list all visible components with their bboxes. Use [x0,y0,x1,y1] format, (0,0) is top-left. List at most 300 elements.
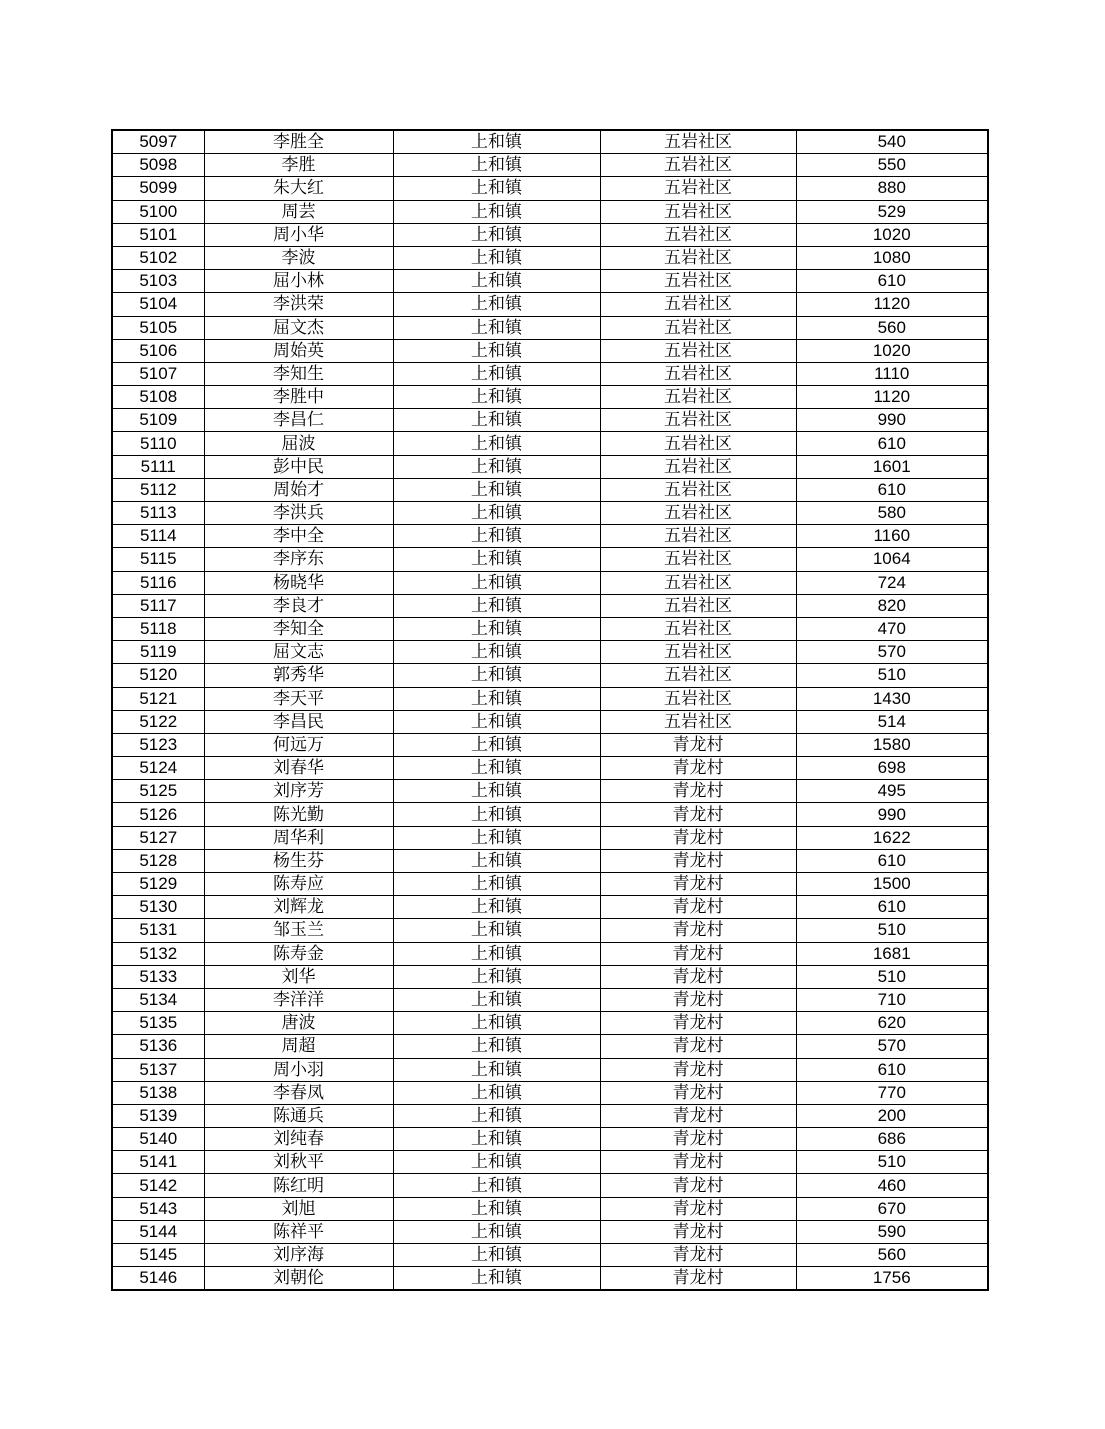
town-cell: 上和镇 [393,1244,600,1267]
town-cell: 上和镇 [393,432,600,455]
village-cell: 青龙村 [600,733,796,756]
table-row [112,1104,988,1127]
table-row [112,1267,988,1291]
table-row [112,617,988,640]
table-row [112,1128,988,1151]
amount-cell: 610 [796,270,988,293]
row-id-cell: 5099 [112,177,204,200]
table-row [112,478,988,501]
town-cell: 上和镇 [393,339,600,362]
table-row [112,1174,988,1197]
row-id-cell: 5111 [112,455,204,478]
village-cell: 青龙村 [600,1104,796,1127]
name-cell: 李序东 [204,548,393,571]
name-cell: 朱大红 [204,177,393,200]
name-cell: 杨生芬 [204,849,393,872]
row-id-cell: 5100 [112,200,204,223]
amount-cell: 590 [796,1220,988,1243]
row-id-cell: 5143 [112,1197,204,1220]
table-row [112,1220,988,1243]
village-cell: 五岩社区 [600,710,796,733]
table-row [112,965,988,988]
town-cell: 上和镇 [393,571,600,594]
row-id-cell: 5107 [112,362,204,385]
table-row [112,432,988,455]
row-id-cell: 5136 [112,1035,204,1058]
table-row [112,386,988,409]
name-cell: 周华利 [204,826,393,849]
amount-cell: 540 [796,130,988,154]
village-cell: 青龙村 [600,965,796,988]
name-cell: 陈红明 [204,1174,393,1197]
name-cell: 屈文杰 [204,316,393,339]
village-cell: 五岩社区 [600,223,796,246]
name-cell: 李洪荣 [204,293,393,316]
amount-cell: 510 [796,919,988,942]
row-id-cell: 5106 [112,339,204,362]
row-id-cell: 5130 [112,896,204,919]
table-row [112,362,988,385]
row-id-cell: 5115 [112,548,204,571]
row-id-cell: 5134 [112,988,204,1011]
name-cell: 李昌仁 [204,409,393,432]
table-row [112,826,988,849]
amount-cell: 495 [796,780,988,803]
name-cell: 陈祥平 [204,1220,393,1243]
amount-cell: 990 [796,409,988,432]
amount-cell: 1020 [796,339,988,362]
name-cell: 周小华 [204,223,393,246]
name-cell: 刘春华 [204,757,393,780]
village-cell: 青龙村 [600,803,796,826]
village-cell: 五岩社区 [600,432,796,455]
amount-cell: 1120 [796,293,988,316]
table-row [112,733,988,756]
name-cell: 邹玉兰 [204,919,393,942]
row-id-cell: 5135 [112,1012,204,1035]
amount-cell: 880 [796,177,988,200]
town-cell: 上和镇 [393,270,600,293]
row-id-cell: 5125 [112,780,204,803]
amount-cell: 460 [796,1174,988,1197]
name-cell: 刘旭 [204,1197,393,1220]
town-cell: 上和镇 [393,1035,600,1058]
amount-cell: 1430 [796,687,988,710]
name-cell: 陈寿应 [204,873,393,896]
town-cell: 上和镇 [393,362,600,385]
town-cell: 上和镇 [393,733,600,756]
table-row [112,455,988,478]
amount-cell: 200 [796,1104,988,1127]
name-cell: 刘辉龙 [204,896,393,919]
town-cell: 上和镇 [393,1267,600,1291]
row-id-cell: 5117 [112,594,204,617]
town-cell: 上和镇 [393,455,600,478]
village-cell: 五岩社区 [600,200,796,223]
name-cell: 周始英 [204,339,393,362]
table-row [112,780,988,803]
village-cell: 青龙村 [600,1128,796,1151]
table-row [112,1012,988,1035]
row-id-cell: 5116 [112,571,204,594]
village-cell: 五岩社区 [600,246,796,269]
village-cell: 青龙村 [600,1012,796,1035]
row-id-cell: 5127 [112,826,204,849]
village-cell: 五岩社区 [600,270,796,293]
table-row [112,154,988,177]
town-cell: 上和镇 [393,1128,600,1151]
amount-cell: 610 [796,478,988,501]
name-cell: 李洪兵 [204,502,393,525]
amount-cell: 580 [796,502,988,525]
amount-cell: 1120 [796,386,988,409]
town-cell: 上和镇 [393,130,600,154]
town-cell: 上和镇 [393,710,600,733]
table-row [112,1197,988,1220]
village-cell: 五岩社区 [600,478,796,501]
village-cell: 五岩社区 [600,571,796,594]
row-id-cell: 5118 [112,617,204,640]
village-cell: 五岩社区 [600,130,796,154]
village-cell: 青龙村 [600,1220,796,1243]
town-cell: 上和镇 [393,478,600,501]
row-id-cell: 5138 [112,1081,204,1104]
amount-cell: 510 [796,664,988,687]
table-row [112,1058,988,1081]
town-cell: 上和镇 [393,988,600,1011]
village-cell: 五岩社区 [600,386,796,409]
row-id-cell: 5146 [112,1267,204,1291]
village-cell: 五岩社区 [600,664,796,687]
name-cell: 李知生 [204,362,393,385]
amount-cell: 570 [796,1035,988,1058]
name-cell: 屈小林 [204,270,393,293]
amount-cell: 550 [796,154,988,177]
name-cell: 李知全 [204,617,393,640]
row-id-cell: 5119 [112,641,204,664]
row-id-cell: 5140 [112,1128,204,1151]
town-cell: 上和镇 [393,316,600,339]
table-body [112,130,988,1290]
town-cell: 上和镇 [393,1012,600,1035]
name-cell: 李波 [204,246,393,269]
name-cell: 李洋洋 [204,988,393,1011]
amount-cell: 529 [796,200,988,223]
town-cell: 上和镇 [393,548,600,571]
row-id-cell: 5103 [112,270,204,293]
amount-cell: 610 [796,896,988,919]
name-cell: 李春凤 [204,1081,393,1104]
village-cell: 五岩社区 [600,316,796,339]
town-cell: 上和镇 [393,409,600,432]
row-id-cell: 5104 [112,293,204,316]
table-row [112,757,988,780]
table-row [112,988,988,1011]
row-id-cell: 5097 [112,130,204,154]
village-cell: 青龙村 [600,896,796,919]
table-row [112,919,988,942]
amount-cell: 686 [796,1128,988,1151]
village-cell: 青龙村 [600,849,796,872]
town-cell: 上和镇 [393,502,600,525]
amount-cell: 710 [796,988,988,1011]
row-id-cell: 5141 [112,1151,204,1174]
amount-cell: 1601 [796,455,988,478]
name-cell: 李天平 [204,687,393,710]
village-cell: 青龙村 [600,1244,796,1267]
amount-cell: 1020 [796,223,988,246]
town-cell: 上和镇 [393,177,600,200]
town-cell: 上和镇 [393,594,600,617]
row-id-cell: 5102 [112,246,204,269]
table-row [112,803,988,826]
row-id-cell: 5126 [112,803,204,826]
row-id-cell: 5110 [112,432,204,455]
name-cell: 刘秋平 [204,1151,393,1174]
row-id-cell: 5139 [112,1104,204,1127]
table-row [112,942,988,965]
table-row [112,200,988,223]
row-id-cell: 5145 [112,1244,204,1267]
town-cell: 上和镇 [393,687,600,710]
village-cell: 五岩社区 [600,177,796,200]
row-id-cell: 5098 [112,154,204,177]
table-row [112,571,988,594]
table-row [112,873,988,896]
town-cell: 上和镇 [393,386,600,409]
name-cell: 屈波 [204,432,393,455]
name-cell: 屈文志 [204,641,393,664]
village-cell: 五岩社区 [600,594,796,617]
town-cell: 上和镇 [393,873,600,896]
name-cell: 周始才 [204,478,393,501]
town-cell: 上和镇 [393,246,600,269]
name-cell: 杨晓华 [204,571,393,594]
name-cell: 郭秀华 [204,664,393,687]
table-row [112,130,988,154]
row-id-cell: 5144 [112,1220,204,1243]
village-cell: 青龙村 [600,988,796,1011]
name-cell: 刘纯春 [204,1128,393,1151]
table-row [112,664,988,687]
table-row [112,710,988,733]
town-cell: 上和镇 [393,617,600,640]
row-id-cell: 5133 [112,965,204,988]
amount-cell: 1080 [796,246,988,269]
name-cell: 刘序海 [204,1244,393,1267]
table-row [112,502,988,525]
town-cell: 上和镇 [393,849,600,872]
amount-cell: 610 [796,1058,988,1081]
name-cell: 刘华 [204,965,393,988]
village-cell: 五岩社区 [600,641,796,664]
town-cell: 上和镇 [393,293,600,316]
village-cell: 青龙村 [600,1151,796,1174]
town-cell: 上和镇 [393,1104,600,1127]
table-row [112,525,988,548]
name-cell: 何远万 [204,733,393,756]
name-cell: 彭中民 [204,455,393,478]
table-row [112,1035,988,1058]
town-cell: 上和镇 [393,919,600,942]
town-cell: 上和镇 [393,1174,600,1197]
table-row [112,246,988,269]
name-cell: 陈通兵 [204,1104,393,1127]
row-id-cell: 5113 [112,502,204,525]
town-cell: 上和镇 [393,1197,600,1220]
amount-cell: 1622 [796,826,988,849]
town-cell: 上和镇 [393,1151,600,1174]
amount-cell: 620 [796,1012,988,1035]
village-cell: 五岩社区 [600,455,796,478]
town-cell: 上和镇 [393,965,600,988]
village-cell: 五岩社区 [600,293,796,316]
town-cell: 上和镇 [393,154,600,177]
name-cell: 周芸 [204,200,393,223]
table-row [112,339,988,362]
amount-cell: 698 [796,757,988,780]
table-row [112,641,988,664]
village-cell: 青龙村 [600,826,796,849]
village-cell: 五岩社区 [600,409,796,432]
row-id-cell: 5109 [112,409,204,432]
village-cell: 五岩社区 [600,154,796,177]
data-table [111,129,989,1291]
row-id-cell: 5131 [112,919,204,942]
village-cell: 青龙村 [600,1035,796,1058]
name-cell: 李昌民 [204,710,393,733]
town-cell: 上和镇 [393,664,600,687]
amount-cell: 724 [796,571,988,594]
name-cell: 李胜中 [204,386,393,409]
amount-cell: 570 [796,641,988,664]
row-id-cell: 5128 [112,849,204,872]
amount-cell: 510 [796,965,988,988]
town-cell: 上和镇 [393,942,600,965]
table-row [112,223,988,246]
village-cell: 五岩社区 [600,687,796,710]
row-id-cell: 5142 [112,1174,204,1197]
town-cell: 上和镇 [393,1058,600,1081]
amount-cell: 510 [796,1151,988,1174]
name-cell: 李胜 [204,154,393,177]
row-id-cell: 5101 [112,223,204,246]
village-cell: 青龙村 [600,1058,796,1081]
name-cell: 刘朝伦 [204,1267,393,1291]
name-cell: 李中全 [204,525,393,548]
table-row [112,896,988,919]
table-row [112,316,988,339]
table-row [112,548,988,571]
amount-cell: 560 [796,1244,988,1267]
amount-cell: 610 [796,849,988,872]
table-row [112,1151,988,1174]
amount-cell: 1756 [796,1267,988,1291]
row-id-cell: 5132 [112,942,204,965]
table-row [112,293,988,316]
village-cell: 青龙村 [600,919,796,942]
village-cell: 青龙村 [600,942,796,965]
name-cell: 李胜全 [204,130,393,154]
table-row [112,409,988,432]
amount-cell: 470 [796,617,988,640]
village-cell: 青龙村 [600,1267,796,1291]
name-cell: 陈光勤 [204,803,393,826]
row-id-cell: 5105 [112,316,204,339]
town-cell: 上和镇 [393,641,600,664]
amount-cell: 610 [796,432,988,455]
town-cell: 上和镇 [393,200,600,223]
table-row [112,270,988,293]
amount-cell: 990 [796,803,988,826]
amount-cell: 1064 [796,548,988,571]
amount-cell: 820 [796,594,988,617]
village-cell: 青龙村 [600,1174,796,1197]
town-cell: 上和镇 [393,1220,600,1243]
town-cell: 上和镇 [393,780,600,803]
amount-cell: 770 [796,1081,988,1104]
village-cell: 青龙村 [600,780,796,803]
town-cell: 上和镇 [393,826,600,849]
village-cell: 青龙村 [600,1081,796,1104]
village-cell: 青龙村 [600,1197,796,1220]
table-row [112,594,988,617]
table-row [112,687,988,710]
row-id-cell: 5137 [112,1058,204,1081]
row-id-cell: 5124 [112,757,204,780]
row-id-cell: 5120 [112,664,204,687]
name-cell: 李良才 [204,594,393,617]
table-row [112,1081,988,1104]
amount-cell: 1160 [796,525,988,548]
name-cell: 周超 [204,1035,393,1058]
village-cell: 青龙村 [600,757,796,780]
row-id-cell: 5121 [112,687,204,710]
amount-cell: 1580 [796,733,988,756]
row-id-cell: 5123 [112,733,204,756]
amount-cell: 1500 [796,873,988,896]
table-row [112,177,988,200]
row-id-cell: 5108 [112,386,204,409]
village-cell: 五岩社区 [600,548,796,571]
village-cell: 五岩社区 [600,617,796,640]
village-cell: 青龙村 [600,873,796,896]
town-cell: 上和镇 [393,525,600,548]
row-id-cell: 5129 [112,873,204,896]
table-row [112,849,988,872]
village-cell: 五岩社区 [600,525,796,548]
row-id-cell: 5114 [112,525,204,548]
village-cell: 五岩社区 [600,339,796,362]
village-cell: 五岩社区 [600,502,796,525]
town-cell: 上和镇 [393,896,600,919]
amount-cell: 670 [796,1197,988,1220]
row-id-cell: 5112 [112,478,204,501]
town-cell: 上和镇 [393,803,600,826]
row-id-cell: 5122 [112,710,204,733]
town-cell: 上和镇 [393,223,600,246]
name-cell: 唐波 [204,1012,393,1035]
name-cell: 周小羽 [204,1058,393,1081]
village-cell: 五岩社区 [600,362,796,385]
town-cell: 上和镇 [393,757,600,780]
amount-cell: 514 [796,710,988,733]
table-row [112,1244,988,1267]
name-cell: 陈寿金 [204,942,393,965]
amount-cell: 1681 [796,942,988,965]
amount-cell: 1110 [796,362,988,385]
town-cell: 上和镇 [393,1081,600,1104]
